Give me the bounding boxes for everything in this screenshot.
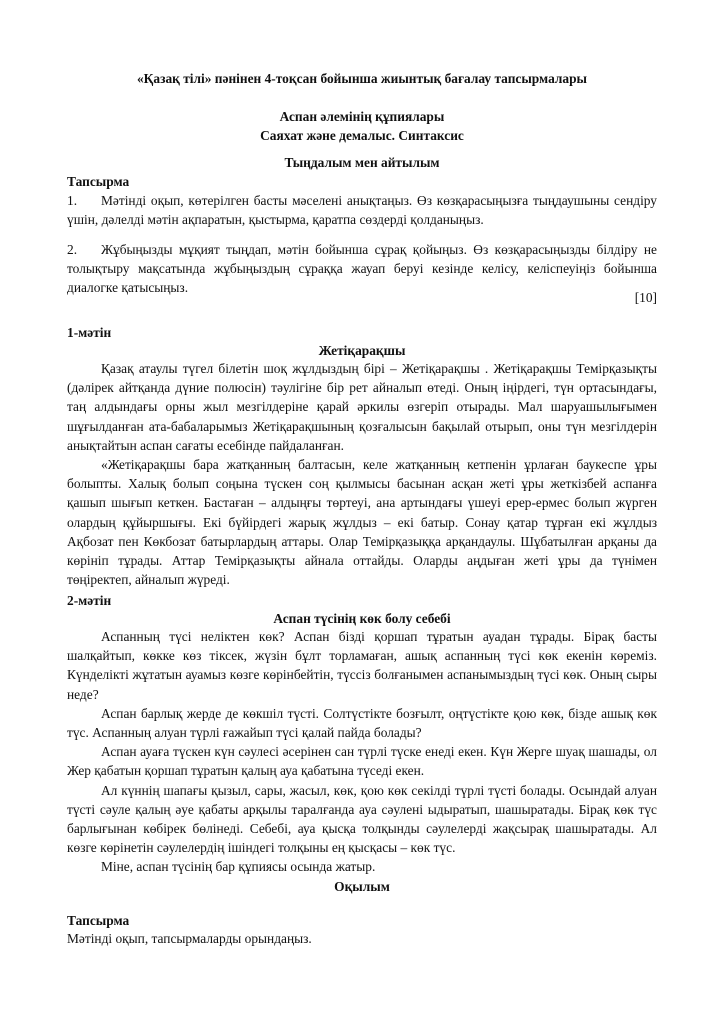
paragraph: «Жетіқарақшы бара жатқанның балтасын, келе жатқанның кетпенін ұрлаған баукеспе ұры болыпты. Халық болып соңына түскен соң қылмысы басынан асқан жеті ұры жеткізбей аспанға қашып шығып кеткен. Бастаған – алдыңғы төртеуі, ана артындағы үшеуі ерер-ермес болып жүрген олардың құйыршығы. Екі бүйірдегі жарық жұлдыз – екі батыр. Сонау қатар тұрған екі жұлдыз Ақбозат пен Көкбозат батырлардың аттары. Олар Темірқазыққа арқандаулы. Шұбатылған арқаны да көрініп тұрады. Аттар Темірқазықты айнала оттайды. Оларды аңдыған жеті ұры да түнімен төңіректеп, айналып жүреді. xyxy=(67,457,657,588)
paragraph: Ал күннің шапағы қызыл, сары, жасыл, көк, қою көк секілді түрлі түсті болады. Осындай алуан түсті сәуле қалың әуе қабаты арқылы таралғанда ауа сәулені ыдыратып, шашыратады. Бірақ көк түс барлығынан көбірек бөлінеді. Себебі, ауа қысқа толқынды сәулелерді жақсырақ шашыратады. Ал көзге көрінетін сәулелердің ішіндегі толқыны ең қысқасы – көк түс. xyxy=(67,782,657,856)
item-number: 1. xyxy=(67,193,78,208)
text1-body xyxy=(67,359,657,589)
section-subtitle: Саяхат және демалыс. Синтаксис xyxy=(260,128,464,143)
text2-body xyxy=(67,627,657,877)
score-label: [10] xyxy=(634,290,657,305)
text1-label: 1-мәтін xyxy=(67,325,112,340)
item-number: 2. xyxy=(67,242,78,257)
item-text: Мәтінді оқып, көтерілген басты мәселені анықтаңыз. Өз көзқарасыңызға тыңдаушыны сендіру үшін, дәлелді мәтін ақпаратын, қыстырма, қаратпа сөздерді қолданыңыз. xyxy=(67,193,657,228)
main-title: «Қазақ тілі» пәнінен 4-тоқсан бойынша жиынтық бағалау тапсырмалары xyxy=(136,71,588,86)
paragraph: Қазақ атаулы түгел білетін шоқ жұлдыздың бірі – Жетіқарақшы . Жетіқарақшы Темірқазықты (дәлірек айтқанда дүние полюсін) тәулігіне бір рет айналып өтеді. Оның іңірдегі, түн ортасындағы, таң алдындағы орны жыл мезгілдеріне қарай әркилы өзгеріп отырады. Мал шаруашылығымен шұғылданған ата-бабаларымыз Жетіқарақшының қозғалысын бақылай отырып, оны түн мезгілдерін анықтайтын аспан сағаты есебінде пайдаланған. xyxy=(67,361,657,453)
reading-task-label: Тапсырма xyxy=(67,913,130,928)
reading-instruction: Мәтінді оқып, тапсырмаларды орындаңыз. xyxy=(67,931,312,946)
item-text: Жұбыңызды мұқият тыңдап, мәтін бойынша сұрақ қойыңыз. Өз көзқарасыңызды білдіру не толықтыру мақсатында жұбыңыздың сұраққа жауап беруі кезінде келісу, келіспеуіңіз бойынша диалогке қатысыңыз. xyxy=(67,242,657,296)
listening-heading: Тыңдалым мен айтылым xyxy=(284,155,440,170)
listening-task-label: Тапсырма xyxy=(67,174,130,189)
paragraph: Міне, аспан түсінің бар құпиясы осында жатыр. xyxy=(101,859,376,875)
section-title: Аспан әлемінің құпиялары xyxy=(279,109,445,124)
paragraph: Аспанның түсі неліктен көк? Аспан бізді қоршап тұратын ауадан тұрады. Бірақ басты шалқайтып, көкке көз тіксек, жүзін бұлт торламаған, ашық аспанның түсі көк екенін көреміз. Күнделікті жұтатын ауамыз көзге көрінбейтін, түссіз болғанымен аспанымыздың түсі көк. Оның сыры неде? xyxy=(67,629,657,702)
text1-title: Жетіқарақшы xyxy=(318,343,406,358)
text2-label: 2-мәтін xyxy=(67,593,112,608)
reading-heading: Оқылым xyxy=(334,879,390,894)
listening-item-1 xyxy=(67,191,657,229)
paragraph: Аспан ауаға түскен күн сәулесі әсерінен сан түрлі түске енеді екен. Күн Жерге шуақ шашады, ол Жер қабатын қоршап тұратын қалың ауа қабатына түседі екен. xyxy=(67,744,657,779)
paragraph: Аспан барлық жерде де көкшіл түсті. Солтүстікте бозғылт, оңтүстікте қою көк, бізде ашық көк түс. Аспанның алуан түрлі ғажайып түсі қалай пайда болады? xyxy=(67,705,657,741)
text2-title: Аспан түсінің көк болу себебі xyxy=(273,611,451,626)
